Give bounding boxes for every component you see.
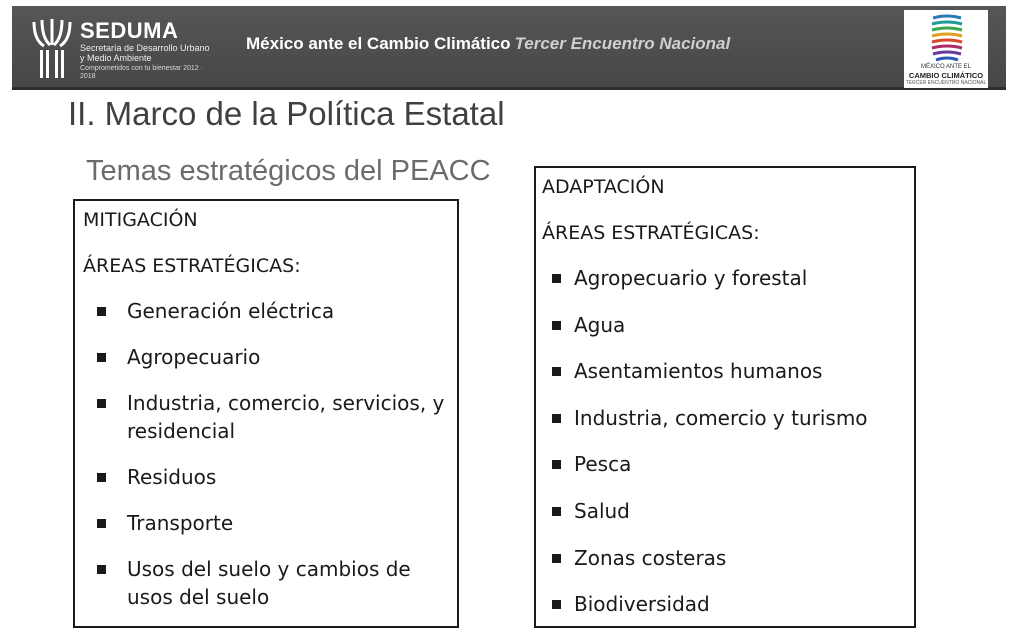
list-item-text: Salud (574, 498, 630, 523)
list-item (83, 389, 449, 445)
square-bullet-icon (552, 460, 561, 469)
adaptacion-list (542, 264, 908, 618)
list-item (542, 497, 908, 525)
square-bullet-icon (552, 414, 561, 423)
square-bullet-icon (97, 519, 106, 528)
event-title (246, 34, 730, 54)
mitigacion-heading: ÁREAS ESTRATÉGICAS: (83, 255, 301, 277)
list-item-text: Transporte (127, 511, 234, 535)
list-item-text: Zonas costeras (574, 545, 727, 570)
list-item (542, 311, 908, 339)
list-item-text: Industria, comercio, servicios, y residencial (127, 391, 445, 443)
event-title-text: México ante el Cambio Climático (246, 34, 511, 53)
seduma-logo (30, 18, 210, 82)
list-item (83, 509, 449, 537)
list-item-text: Asentamientos humanos (574, 359, 823, 384)
list-item-text: Agropecuario y forestal (574, 266, 808, 290)
event-subtitle: Tercer Encuentro Nacional (514, 34, 731, 53)
square-bullet-icon (552, 367, 561, 376)
list-item (542, 404, 908, 432)
list-item-text: Industria, comercio y turismo (574, 405, 868, 430)
list-item (542, 590, 908, 618)
slide-title: II. Marco de la Política Estatal (68, 95, 505, 132)
adaptacion-heading: ÁREAS ESTRATÉGICAS: (542, 222, 760, 244)
list-item-text: Agua (574, 312, 626, 337)
square-bullet-icon (552, 321, 561, 330)
list-item-text: Residuos (127, 465, 217, 489)
list-item-text: Generación eléctrica (127, 299, 335, 323)
cambio-climatico-emblem-icon (930, 14, 964, 62)
cc-logo-line2: CAMBIO CLIMÁTICO (908, 71, 984, 80)
header-banner (12, 6, 1006, 90)
cambio-climatico-logo (904, 10, 988, 88)
list-item (83, 463, 449, 491)
square-bullet-icon (97, 353, 106, 362)
cc-logo-line3: TERCER ENCUENTRO NACIONAL (905, 80, 987, 86)
list-item (542, 544, 908, 572)
list-item-text: Agropecuario (127, 345, 261, 369)
logo-name: SEDUMA (80, 18, 179, 43)
square-bullet-icon (97, 473, 106, 482)
list-item (83, 555, 449, 611)
list-item (542, 357, 908, 385)
adaptacion-box (534, 166, 916, 628)
mitigacion-list (83, 297, 449, 611)
list-item-text: Pesca (574, 452, 632, 477)
square-bullet-icon (552, 507, 561, 516)
list-item (542, 264, 908, 292)
square-bullet-icon (552, 274, 561, 283)
list-item-text: Biodiversidad (574, 592, 710, 617)
square-bullet-icon (552, 554, 561, 563)
square-bullet-icon (97, 565, 106, 574)
square-bullet-icon (97, 307, 106, 316)
logo-subtitle: Secretaría de Desarrollo Urbano y Medio Ambiente (80, 43, 210, 63)
list-item-text: Usos del suelo y cambios de usos del suelo (127, 557, 411, 609)
adaptacion-title: ADAPTACIÓN (542, 176, 665, 198)
list-item (83, 297, 449, 325)
mitigacion-title: MITIGACIÓN (83, 209, 198, 231)
list-item (83, 343, 449, 371)
square-bullet-icon (552, 600, 561, 609)
slide-subtitle: Temas estratégicos del PEACC (86, 155, 491, 187)
list-item (542, 450, 908, 478)
logo-tagline: Comprometidos con tu bienestar 2012 · 2018 (80, 65, 203, 80)
cc-logo-line1: MÉXICO ANTE EL (920, 64, 971, 70)
seduma-emblem-icon (30, 18, 74, 80)
mitigacion-box (73, 199, 459, 628)
square-bullet-icon (97, 399, 106, 408)
